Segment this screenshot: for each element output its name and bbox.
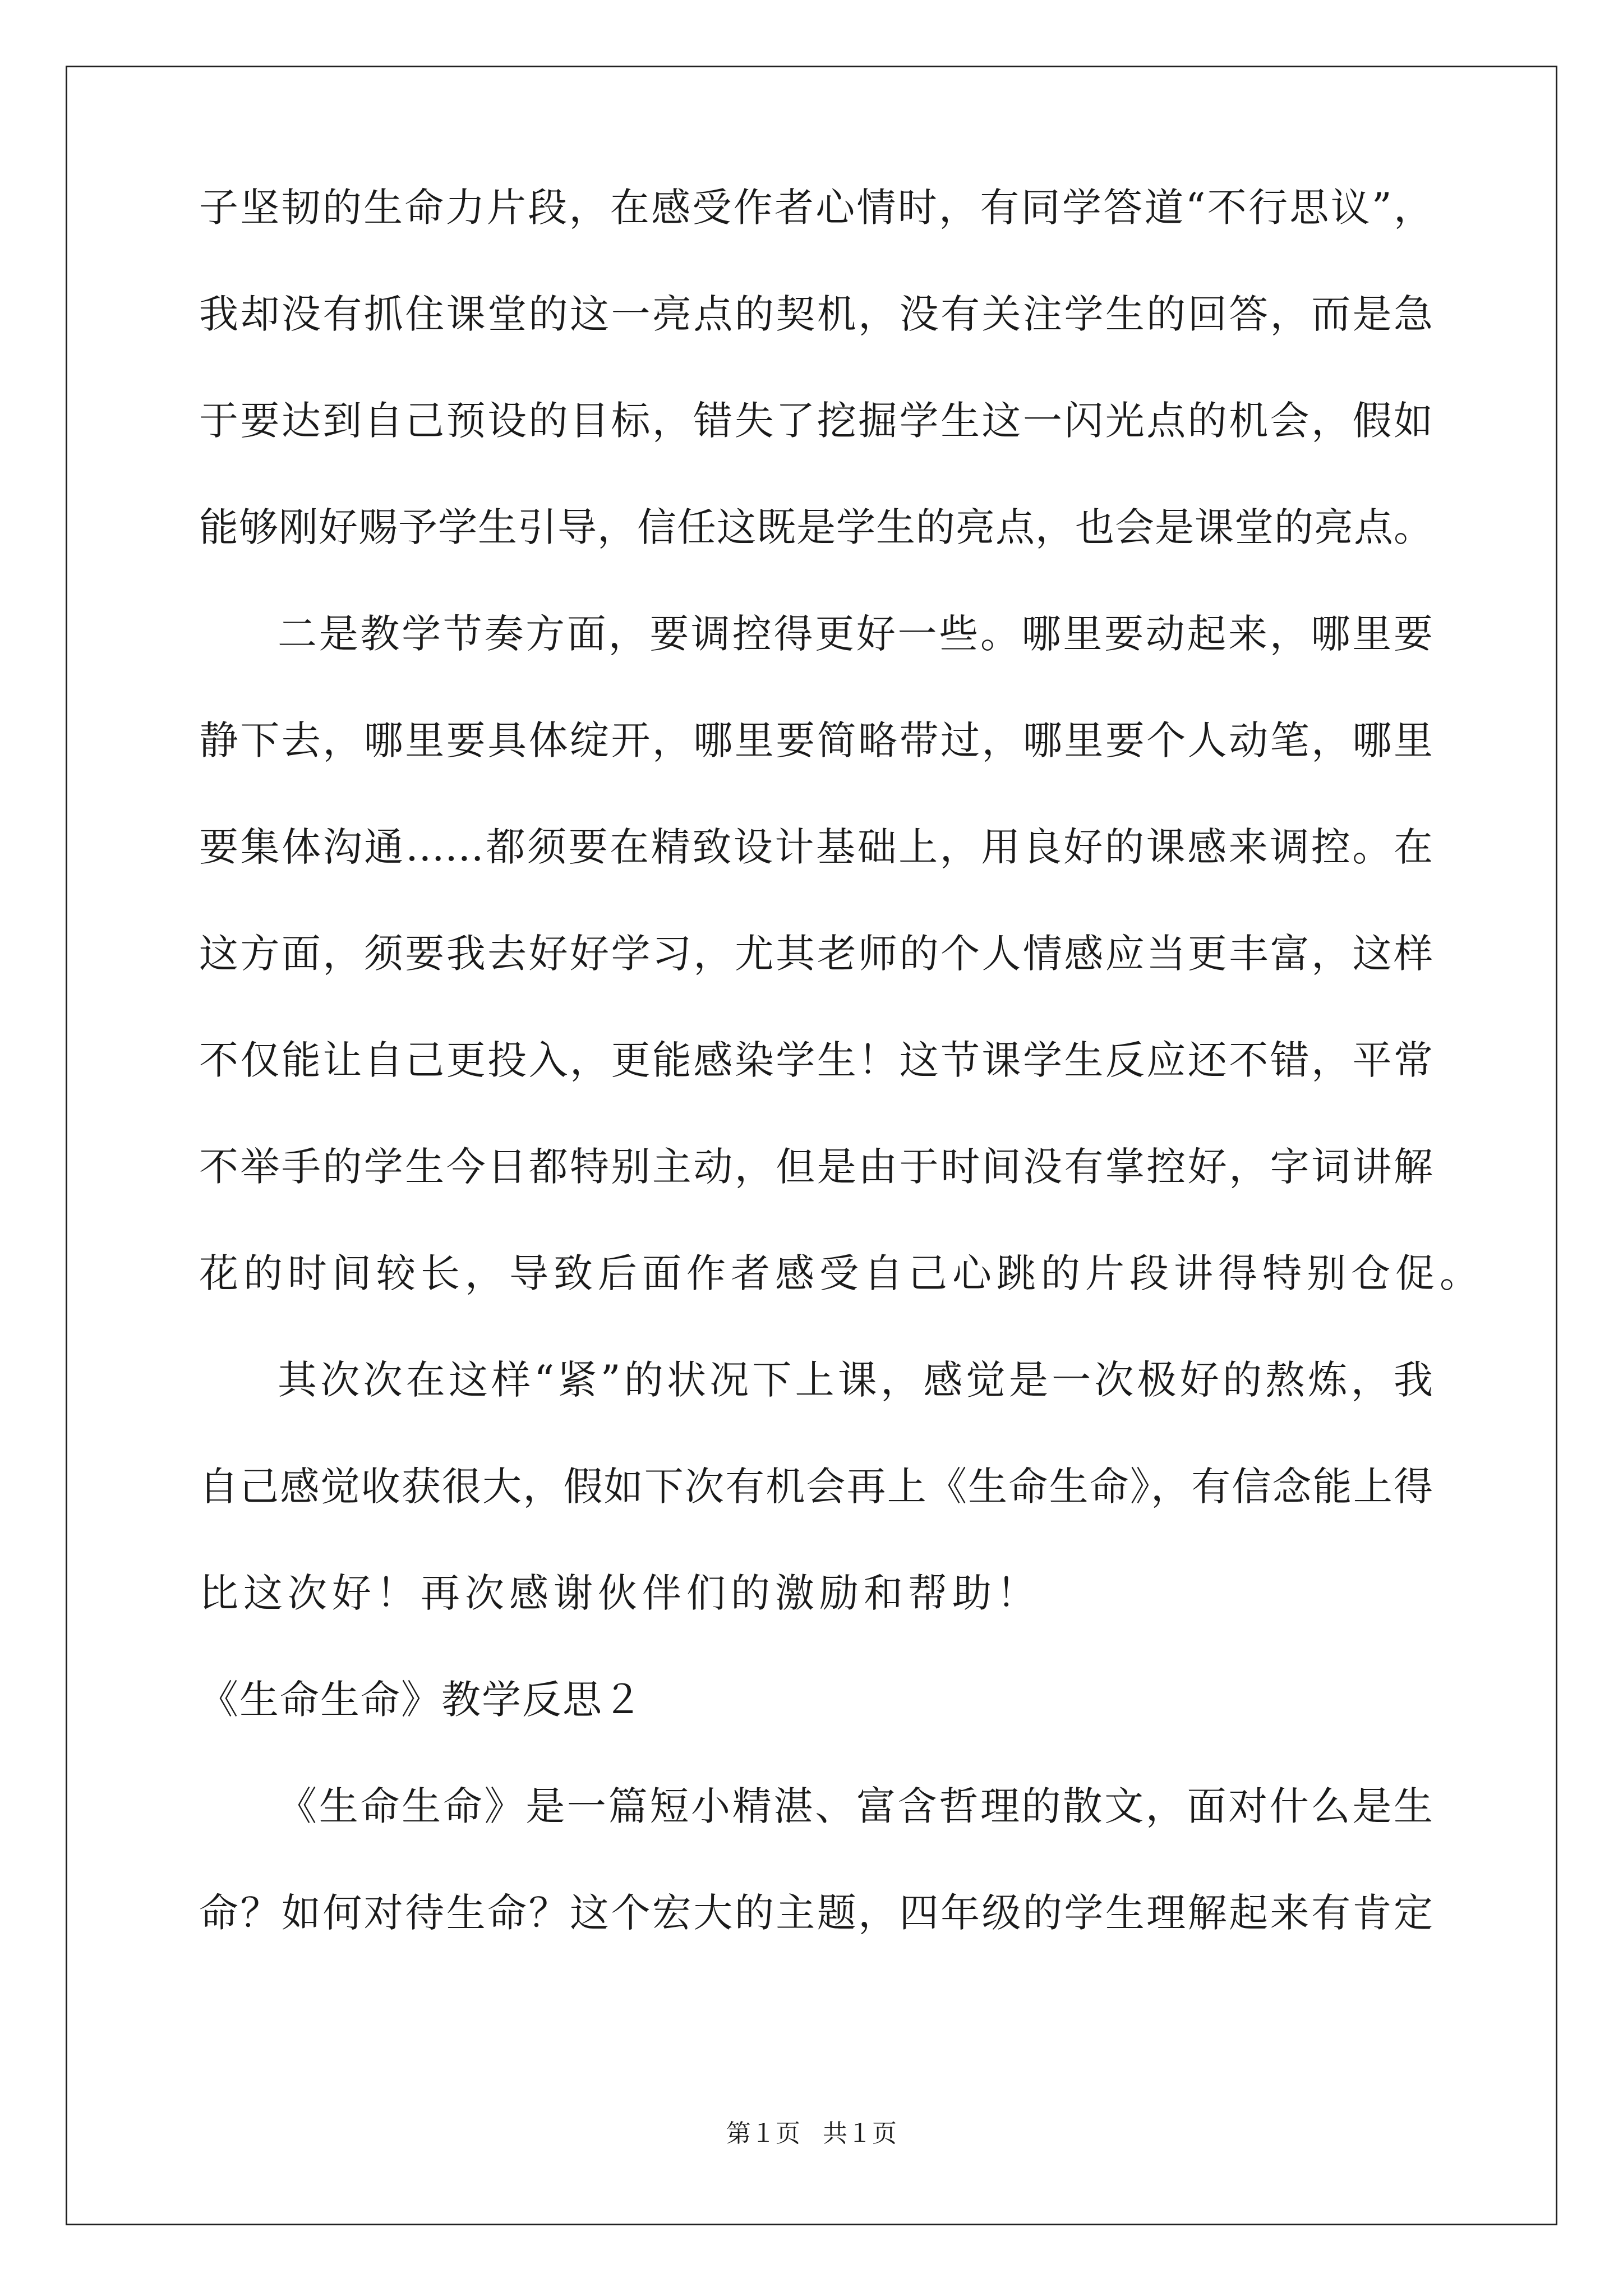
section-heading: 《生命生命》教学反思２	[199, 1677, 643, 1723]
page-number: 第１页	[726, 2119, 800, 2148]
text-line: 自己感觉收获很大，假如下次有机会再上《生命生命》，有信念能上得	[199, 1464, 1433, 1510]
text-line: 要集体沟通……都须要在精致设计基础上，用良好的课感来调控。在	[199, 824, 1433, 870]
page-total: 共１页	[823, 2119, 897, 2148]
paragraph-start-line: 《生命生命》是一篇短小精湛、富含哲理的散文，面对什么是生	[278, 1783, 1433, 1829]
text-line: 静下去，哪里要具体绽开，哪里要简略带过，哪里要个人动笔，哪里	[199, 717, 1433, 763]
paragraph-start-line: 二是教学节奏方面，要调控得更好一些。哪里要动起来，哪里要	[278, 611, 1433, 657]
page-footer	[0, 2119, 1623, 2148]
text-line: 命？如何对待生命？这个宏大的主题，四年级的学生理解起来有肯定	[199, 1890, 1433, 1936]
text-line: 这方面，须要我去好好学习，尤其老师的个人情感应当更丰富，这样	[199, 931, 1433, 977]
paragraph-end-line: 花的时间较长，导致后面作者感受自己心跳的片段讲得特别仓促。	[199, 1250, 1484, 1296]
text-line: 于要达到自己预设的目标，错失了挖掘学生这一闪光点的机会，假如	[199, 398, 1433, 444]
paragraph-end-line: 比这次好！再次感谢伙伴们的激励和帮助！	[199, 1570, 1041, 1616]
paragraph-start-line: 其次次在这样“紧”的状况下上课，感觉是一次极好的熬炼，我	[278, 1357, 1433, 1403]
text-line: 我却没有抓住课堂的这一亮点的契机，没有关注学生的回答，而是急	[199, 291, 1433, 337]
text-line: 不举手的学生今日都特别主动，但是由于时间没有掌控好，字词讲解	[199, 1144, 1433, 1190]
text-line: 能够刚好赐予学生引导，信任这既是学生的亮点，也会是课堂的亮点。	[199, 504, 1433, 550]
text-line: 不仅能让自己更投入，更能感染学生！这节课学生反应还不错，平常	[199, 1037, 1433, 1083]
text-line: 子坚韧的生命力片段，在感受作者心情时，有同学答道“不行思议”，	[199, 185, 1433, 231]
document-body	[199, 185, 1484, 2000]
